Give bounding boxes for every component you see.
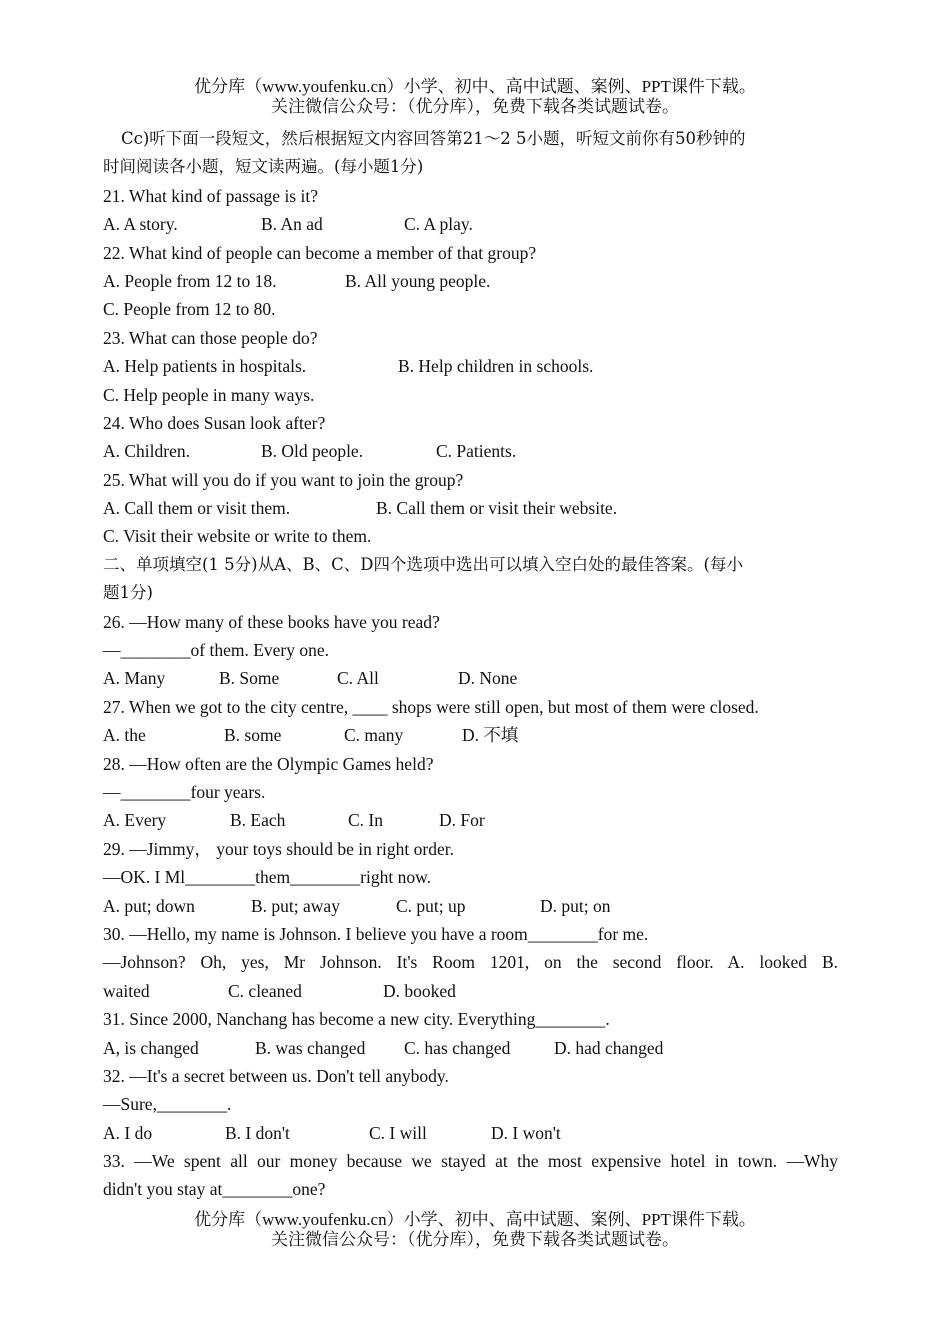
question-29-options bbox=[103, 892, 838, 920]
q28-option-b: B. Each bbox=[230, 810, 286, 831]
question-25-options bbox=[103, 494, 838, 522]
q24-option-a: A. Children. bbox=[103, 441, 191, 462]
q32-option-a: A. I do bbox=[103, 1122, 153, 1143]
question-24-stem: 24. Who does Susan look after? bbox=[103, 412, 326, 433]
q29-option-a: A. put; down bbox=[103, 895, 195, 916]
q24-option-b: B. Old people. bbox=[261, 441, 364, 462]
q25-option-b: B. Call them or visit their website. bbox=[376, 498, 618, 519]
q21-option-a: A. A story. bbox=[103, 214, 178, 235]
section-c-intro-line-2: 时间阅读各小题，短文读两遍。(每小题1分) bbox=[103, 157, 424, 177]
page-header-line-1: 优分库（www.youfenku.cn）小学、初中、高中试题、案例、PPT课件下载。 bbox=[194, 77, 756, 96]
q26-option-c: C. All bbox=[337, 668, 379, 689]
q28-option-d: D. For bbox=[439, 810, 485, 831]
q22-option-c: C. People from 12 to 80. bbox=[103, 299, 276, 320]
q28-option-c: C. In bbox=[348, 810, 383, 831]
question-29-line-2: —OK. I Ml________them________right now. bbox=[103, 867, 431, 888]
q32-option-c: C. I will bbox=[369, 1122, 427, 1143]
question-29-stem: 29. —Jimmy， your toys should be in right order. bbox=[103, 838, 454, 859]
q32-option-b: B. I don't bbox=[225, 1122, 290, 1143]
q32-option-d: D. I won't bbox=[491, 1122, 561, 1143]
question-22-stem: 22. What kind of people can become a member of that group? bbox=[103, 242, 537, 263]
exam-content bbox=[103, 125, 838, 1204]
question-26-stem: 26. —How many of these books have you read? bbox=[103, 611, 440, 632]
q26-option-a: A. Many bbox=[103, 668, 166, 689]
q30-option-c: C. cleaned bbox=[228, 980, 302, 1001]
q30-option-d: D. booked bbox=[383, 980, 456, 1001]
question-30-stem: 30. —Hello, my name is Johnson. I believe you have a room________for me. bbox=[103, 923, 649, 944]
question-26-line-2: —________of them. Every one. bbox=[103, 640, 329, 661]
q26-option-d: D. None bbox=[458, 668, 518, 689]
q21-option-c: C. A play. bbox=[404, 214, 473, 235]
q29-option-d: D. put; on bbox=[540, 895, 611, 916]
question-30-options bbox=[103, 977, 838, 1005]
q25-option-a: A. Call them or visit them. bbox=[103, 498, 291, 519]
question-27-options bbox=[103, 721, 838, 749]
q24-option-c: C. Patients. bbox=[436, 441, 517, 462]
question-30-line-2: —Johnson? Oh, yes, Mr Johnson. It's Room 1201, on the second floor. A. looked B. bbox=[103, 952, 838, 973]
question-33-line-2: didn't you stay at________one? bbox=[103, 1179, 326, 1200]
question-32-options bbox=[103, 1119, 838, 1147]
page-footer-line-1: 优分库（www.youfenku.cn）小学、初中、高中试题、案例、PPT课件下载。 bbox=[194, 1210, 756, 1229]
q31-option-c: C. has changed bbox=[404, 1037, 511, 1058]
q29-option-c: C. put; up bbox=[396, 895, 466, 916]
question-22-options bbox=[103, 267, 838, 295]
q27-option-d: D. 不填 bbox=[462, 725, 519, 746]
question-33-stem: 33. —We spent all our money because we stayed at the most expensive hotel in town. —Why bbox=[103, 1151, 838, 1172]
question-21-options bbox=[103, 210, 838, 238]
q22-option-b: B. All young people. bbox=[345, 270, 491, 291]
question-23-stem: 23. What can those people do? bbox=[103, 327, 318, 348]
question-31-options bbox=[103, 1034, 838, 1062]
q31-option-d: D. had changed bbox=[554, 1037, 664, 1058]
section-c-intro-line-1: Cc)听下面一段短文，然后根据短文内容回答第21～2 5小题，听短文前你有50秒钟的 bbox=[121, 129, 746, 148]
q29-option-b: B. put; away bbox=[251, 895, 340, 916]
q27-option-c: C. many bbox=[344, 725, 404, 746]
question-28-line-2: —________four years. bbox=[103, 781, 266, 802]
q22-option-a: A. People from 12 to 18. bbox=[103, 270, 277, 291]
question-31-stem: 31. Since 2000, Nanchang has become a new city. Everything________. bbox=[103, 1009, 610, 1030]
question-25-stem: 25. What will you do if you want to join the group? bbox=[103, 469, 464, 490]
question-24-options bbox=[103, 437, 838, 465]
question-28-options bbox=[103, 806, 838, 834]
page-footer-line-2: 关注微信公众号：（优分库），免费下载各类试题试卷。 bbox=[271, 1230, 679, 1249]
q31-option-a: A, is changed bbox=[103, 1037, 199, 1058]
q27-option-a: A. the bbox=[103, 725, 146, 746]
question-32-stem: 32. —It's a secret between us. Don't tell anybody. bbox=[103, 1065, 449, 1086]
q31-option-b: B. was changed bbox=[255, 1037, 366, 1058]
question-32-line-2: —Sure,________. bbox=[103, 1094, 232, 1115]
q23-option-c: C. Help people in many ways. bbox=[103, 384, 315, 405]
question-23-options bbox=[103, 352, 838, 380]
q23-option-b: B. Help children in schools. bbox=[398, 356, 594, 377]
q26-option-b: B. Some bbox=[219, 668, 280, 689]
q25-option-c: C. Visit their website or write to them. bbox=[103, 526, 372, 547]
q30-option-b-text: waited bbox=[103, 980, 150, 1001]
q28-option-a: A. Every bbox=[103, 810, 167, 831]
section-2-intro-line-1: 二、单项填空(1 5分)从A、B、C、D四个选项中选出可以填入空白处的最佳答案。(每小 bbox=[103, 554, 743, 574]
q23-option-a: A. Help patients in hospitals. bbox=[103, 356, 307, 377]
question-28-stem: 28. —How often are the Olympic Games held? bbox=[103, 753, 434, 774]
q27-option-b: B. some bbox=[224, 725, 282, 746]
page-header-line-2: 关注微信公众号：（优分库），免费下载各类试题试卷。 bbox=[271, 97, 679, 116]
question-27-stem: 27. When we got to the city centre, ____ shops were still open, but most of them were closed. bbox=[103, 696, 759, 717]
section-2-intro-line-2: 题1分) bbox=[103, 583, 153, 603]
question-26-options bbox=[103, 664, 838, 692]
question-21-stem: 21. What kind of passage is it? bbox=[103, 185, 318, 206]
q21-option-b: B. An ad bbox=[261, 214, 323, 235]
